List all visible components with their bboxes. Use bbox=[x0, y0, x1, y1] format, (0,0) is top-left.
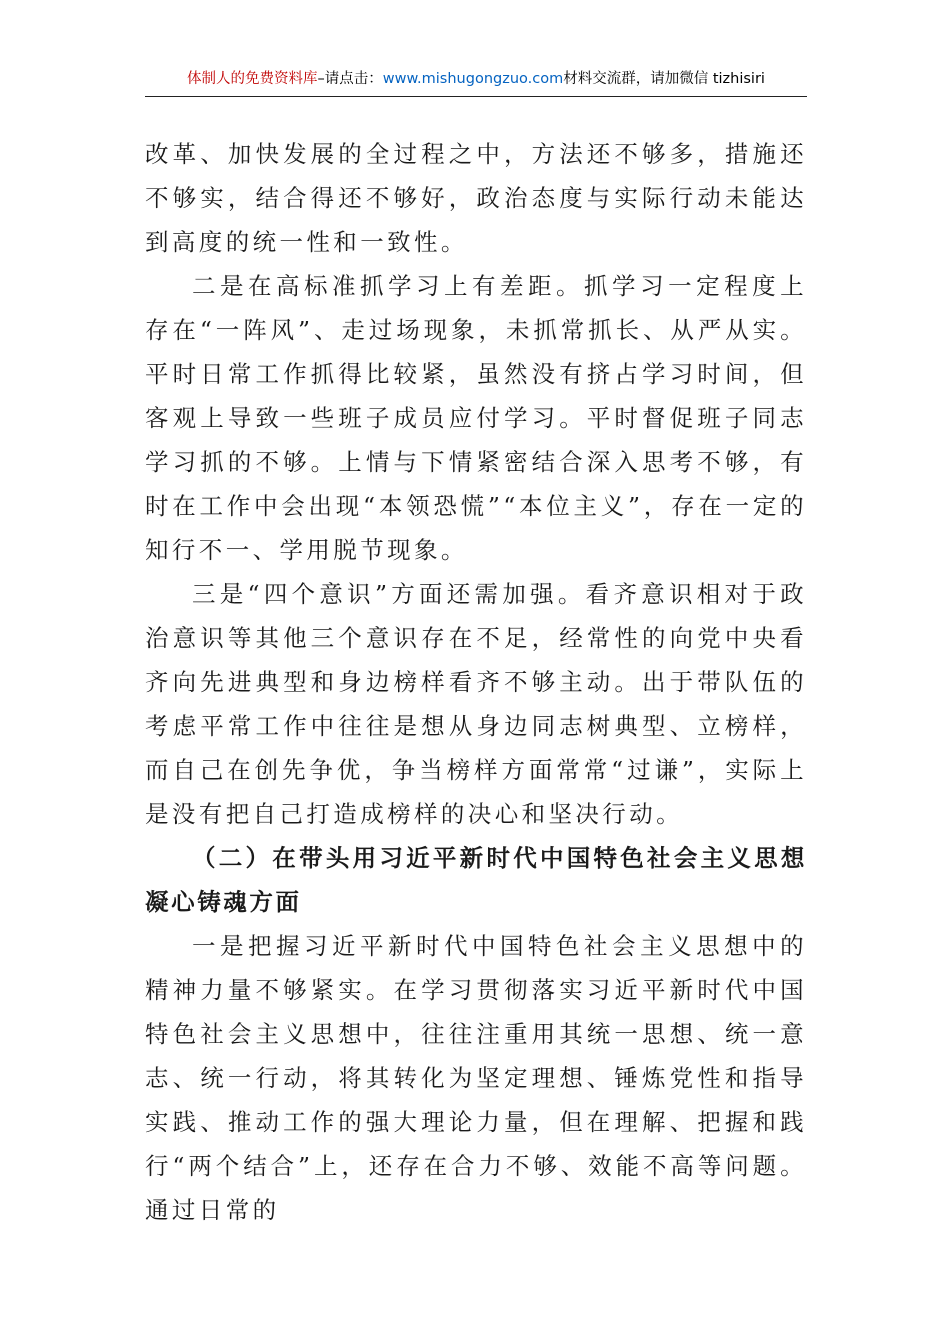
header-contact: 材料交流群，请加微信 tizhisiri bbox=[563, 71, 765, 87]
paragraph-thought-grasp: 一是把握习近平新时代中国特色社会主义思想中的精神力量不够紧实。在学习贯彻落实习近平新时代中国特色社会主义思想中，往往注重用其统一思想、统一意志、统一行动，将其转化为坚定理想、锤炼党性和指导实践、推动工作的强大理论力量，但在理解、把握和践行“两个结合”上，还存在合力不够、效能不高等问题。通过日常的 bbox=[145, 932, 807, 1224]
header-link[interactable]: www.mishugongzuo.com bbox=[382, 71, 564, 87]
header-brand: 体制人的免费资料库 bbox=[187, 71, 318, 87]
paragraph-four-consciousness: 三是“四个意识”方面还需加强。看齐意识相对于政治意识等其他三个意识存在不足，经常性的向党中央看齐向先进典型和身边榜样看齐不够主动。出于带队伍的考虑平常工作中往往是想从身边同志树典型、立榜样，而自己在创先争优，争当榜样方面常常“过谦”，实际上是没有把自己打造成榜样的决心和坚决行动。 bbox=[145, 580, 807, 828]
section-heading: （二）在带头用习近平新时代中国特色社会主义思想凝心铸魂方面 bbox=[145, 844, 807, 916]
paragraph-continuation: 改革、加快发展的全过程之中，方法还不够多，措施还不够实，结合得还不够好，政治态度与实际行动未能达到高度的统一性和一致性。 bbox=[145, 140, 807, 256]
page-header bbox=[145, 66, 807, 97]
document-body bbox=[145, 132, 807, 1232]
header-prompt: –请点击： bbox=[317, 71, 383, 87]
paragraph-study-gap: 二是在高标准抓学习上有差距。抓学习一定程度上存在“一阵风”、走过场现象，未抓常抓长、从严从实。平时日常工作抓得比较紧，虽然没有挤占学习时间，但客观上导致一些班子成员应付学习。平时督促班子同志学习抓的不够。上情与下情紧密结合深入思考不够，有时在工作中会出现“本领恐慌”“本位主义”，存在一定的知行不一、学用脱节现象。 bbox=[145, 272, 807, 564]
